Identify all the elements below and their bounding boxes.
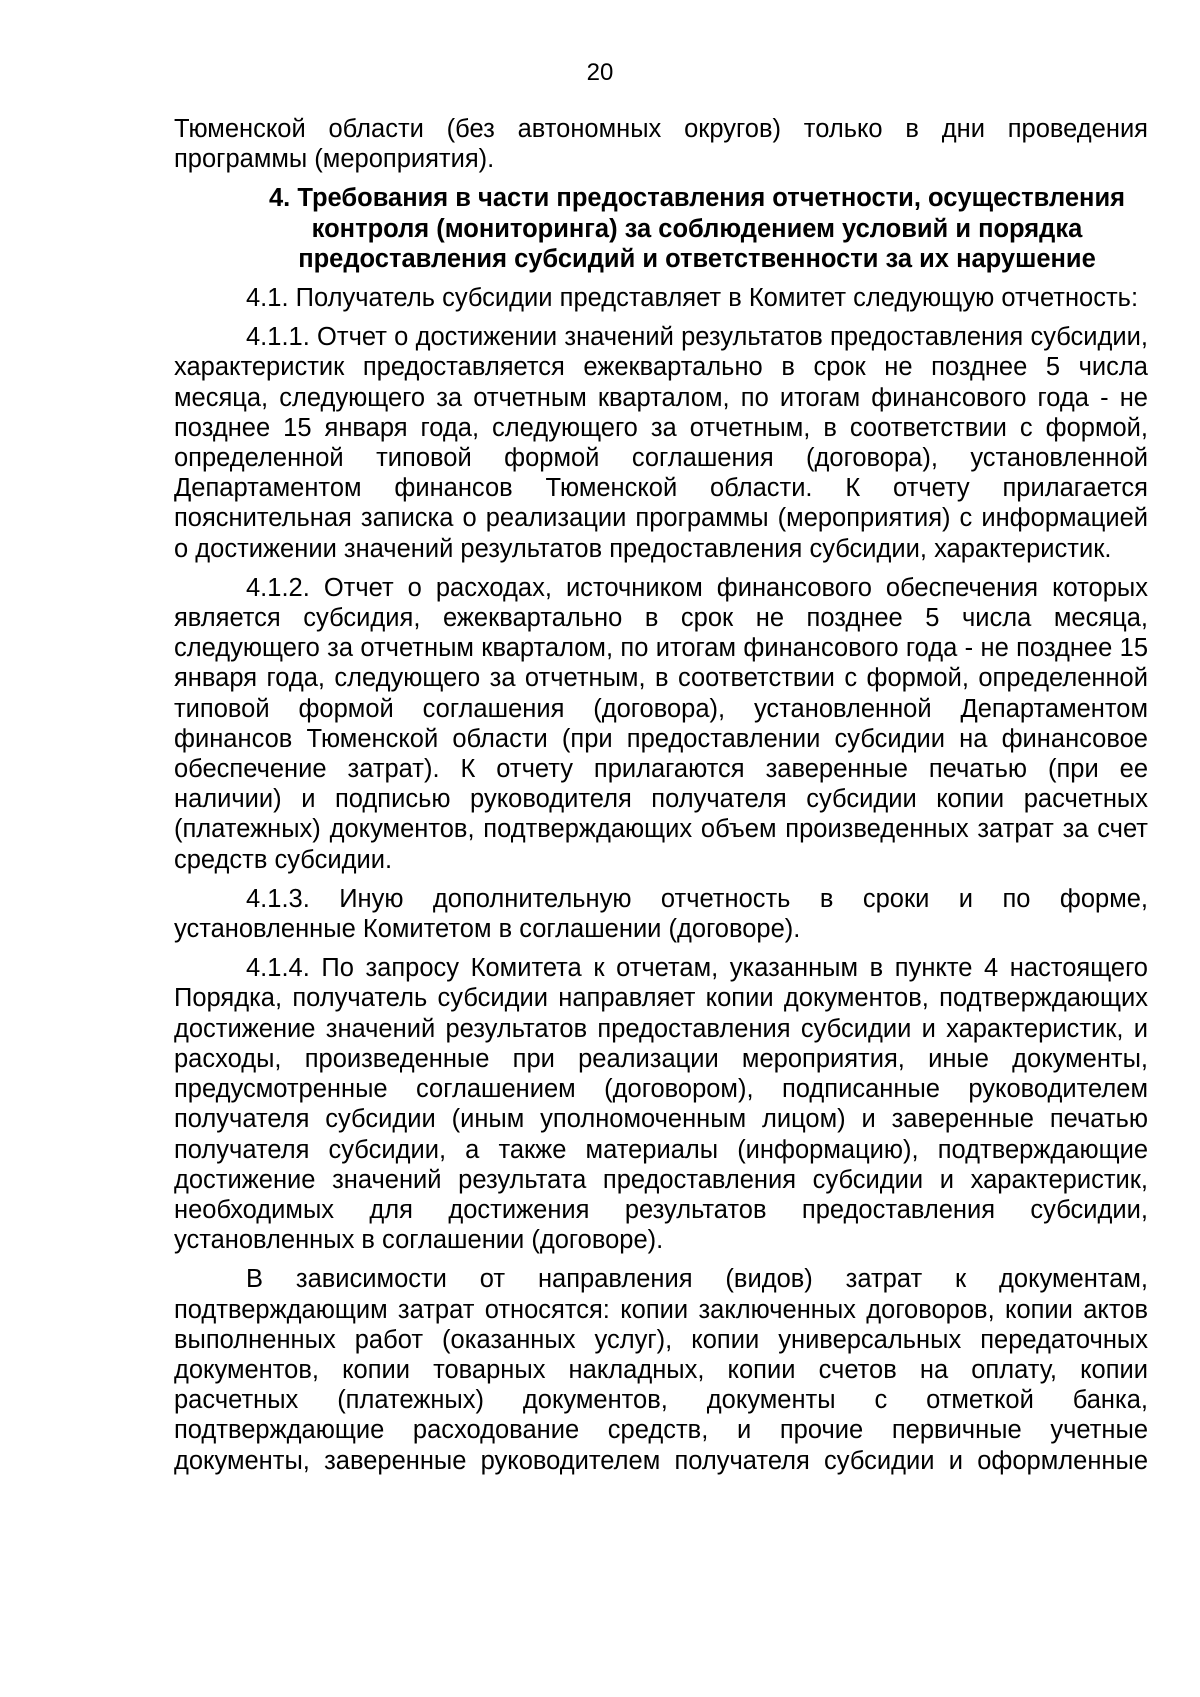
paragraph-expense-documents: В зависимости от направления (видов) затрат к документам, подтверждающим затрат относятся: копии заключенных договоров, копии актов выполненных работ (оказанных услуг), копии универсальных передаточных документов, копии товарных накладных, копии счетов на оплату, копии расчетных (платежных) документов, документы с отметкой банка, подтверждающие расходование средств, и прочие первичные учетные документы, заверенные руководителем получателя субсидии и оформленные bbox=[174, 1265, 1148, 1475]
paragraph-4-1: 4.1. Получатель субсидии представляет в Комитет следующую отчетность: bbox=[246, 284, 1139, 313]
paragraph-4-1-2: 4.1.2. Отчет о расходах, источником финансового обеспечения которых является субсидия, ежеквартально в срок не позднее 5 числа месяца, следующего за отчетным кварталом, по итогам финансового года - не позднее 15 января года, следующего за отчетным, в соответствии с формой, определенной типовой формой соглашения (договора), установленной Департаментом финансов Тюменской области (при предоставлении субсидии на финансовое обеспечение затрат). К отчету прилагаются заверенные печатью (при ее наличии) и подписью руководителя получателя субсидии копии расчетных (платежных) документов, подтверждающих объем произведенных затрат за счет средств субсидии. bbox=[174, 573, 1148, 874]
paragraph-4-1-1: 4.1.1. Отчет о достижении значений результатов предоставления субсидии, характеристик предоставляется ежеквартально в срок не позднее 5 числа месяца, следующего за отчетным кварталом, по итогам финансового года - не позднее 15 января года, следующего за отчетным, в соответствии с формой, определенной типовой формой соглашения (договора), установленной Департаментом финансов Тюменской области. К отчету прилагается пояснительная записка о реализации программы (мероприятия) с информацией о достижении значений результатов предоставления субсидии, характеристик. bbox=[174, 323, 1148, 563]
document-body bbox=[174, 114, 1148, 1485]
page-number: 20 bbox=[586, 59, 614, 86]
section-heading: 4. Требования в части предоставления отчетности, осуществления контроля (мониторинга) за соблюдением условий и порядка предоставления субсидий и ответственности за их нарушение bbox=[268, 184, 1126, 273]
paragraph-4-1-3: 4.1.3. Иную дополнительную отчетность в сроки и по форме, установленные Комитетом в соглашении (договоре). bbox=[174, 884, 1148, 944]
paragraph-4-1-4: 4.1.4. По запросу Комитета к отчетам, указанным в пункте 4 настоящего Порядка, получатель субсидии направляет копии документов, подтверждающих достижение значений результатов предоставления субсидии и характеристик, и расходы, произведенные при реализации мероприятия, иные документы, предусмотренные соглашением (договором), подписанные руководителем получателя субсидии (иным уполномоченным лицом) и заверенные печатью получателя субсидии, а также материалы (информацию), подтверждающие достижение значений результата предоставления субсидии и характеристик, необходимых для достижения результатов предоставления субсидии, установленных в соглашении (договоре). bbox=[174, 954, 1148, 1255]
paragraph-continuation: Тюменской области (без автономных округов) только в дни проведения программы (мероприятия). bbox=[174, 115, 1148, 174]
